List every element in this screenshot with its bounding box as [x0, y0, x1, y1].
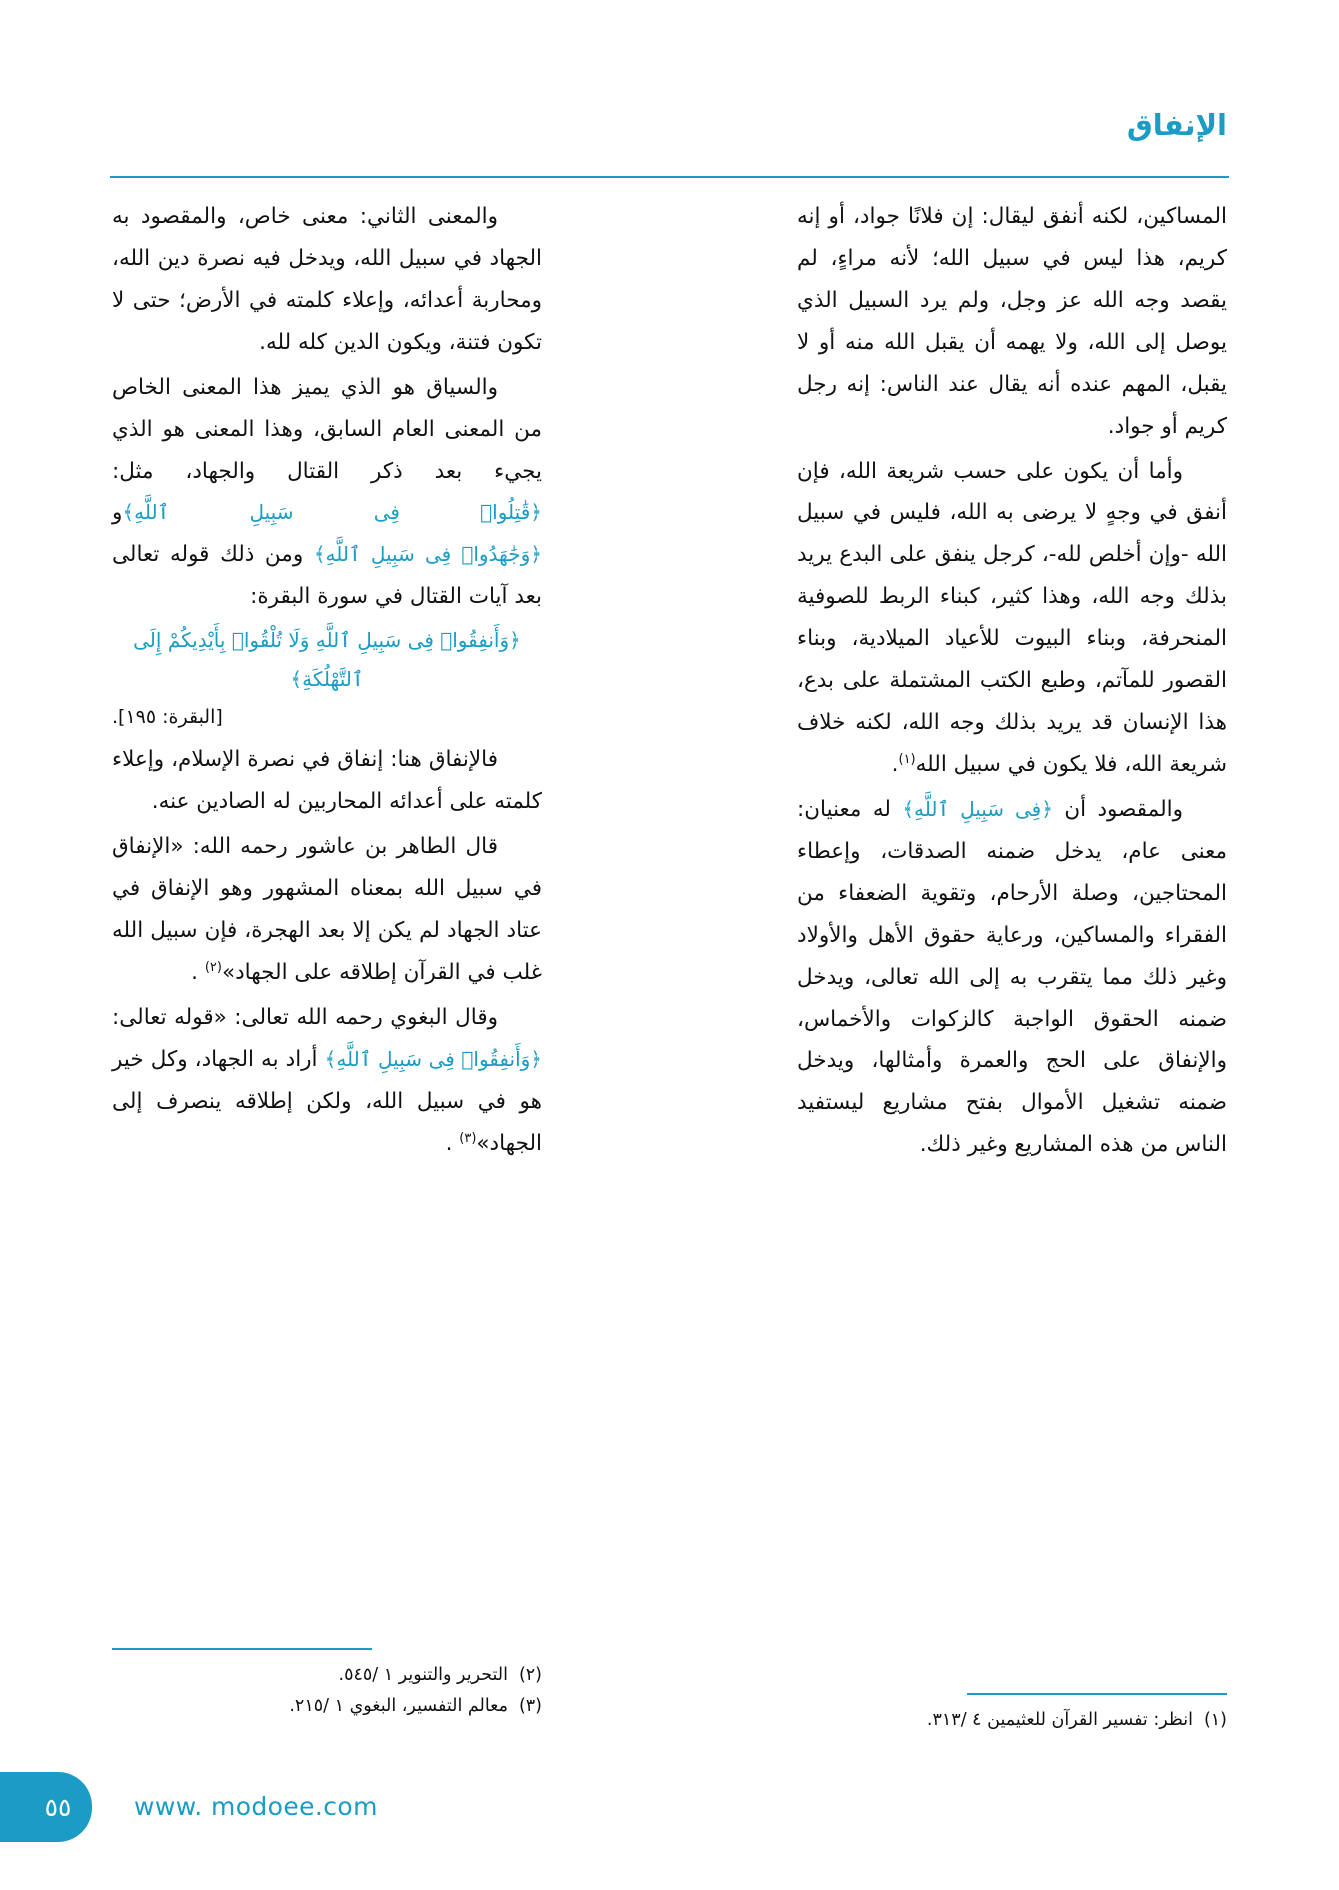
paragraph-text: وأما أن يكون على حسب شريعة الله، فإن أنفق في وجهٍ لا يرضى به الله، فليس في سبيل الله -وإن أخلص لله-، كرجل ينفق على البدع يريد بذلك وجه الله، وهذا كثير، كبناء الربط للصوفية المنحرفة، وبناء البيوت للأعياد الميلادية، وبناء القصور للمآتم، وطبع الكتب المشتملة على بدع، هذا الإنسان قد يريد بذلك وجه الله، لكنه خلاف شريعة الله، فلا يكون في سبيل الله — [797, 458, 1227, 777]
paragraph-text: قال الطاهر بن عاشور رحمه الله: «الإنفاق في سبيل الله بمعناه المشهور وهو الإنفاق في عتاد الجهاد لم يكن إلا بعد الهجرة، فإن سبيل الله غلب في القرآن إطلاقه على الجهاد» — [112, 834, 542, 985]
paragraph — [112, 826, 542, 994]
footnotes-right — [797, 1693, 1227, 1736]
paragraph — [112, 997, 542, 1165]
paragraph — [797, 451, 1227, 786]
footnote-marker: $^{(٣)}$ . — [445, 1130, 477, 1156]
footnote-text: التحرير والتنوير ١ /٥٤٥. — [338, 1665, 508, 1685]
paragraph: والمعنى الثاني: معنى خاص، والمقصود به الجهاد في سبيل الله، ويدخل فيه نصرة دين الله، ومحاربة أعدائه، وإعلاء كلمته في الأرض؛ حتى لا تكون فتنة، ويكون الدين كله لله. — [112, 204, 542, 355]
footnote-ref: (٣) — [459, 1130, 477, 1146]
ayah-reference: [البقرة: ١٩٥]. — [112, 706, 223, 729]
quran-quote: ﴿فِى سَبِيلِ ٱللَّهِ﴾ — [902, 796, 1053, 821]
paragraph — [797, 789, 1227, 1166]
footnote-text: معالم التفسير، البغوي ١ /٢١٥. — [289, 1695, 508, 1716]
footnotes-left — [112, 1648, 542, 1721]
footnote-divider — [967, 1693, 1227, 1695]
footnote-item — [112, 1691, 542, 1722]
footnote-number: (١) — [1203, 1710, 1227, 1730]
paragraph-text: ومن ذلك قوله تعالى بعد آيات القتال في سورة البقرة: — [112, 542, 542, 610]
footnote-divider — [112, 1648, 372, 1650]
paragraph-text: أراد به الجهاد، وكل خير هو في سبيل الله، ولكن إطلاقه ينصرف إلى الجهاد» — [112, 1046, 542, 1156]
paragraph-text: له معنيان: معنى عام، يدخل ضمنه الصدقات، وإعطاء المحتاجين، وصلة الأرحام، وتقوية الضعفاء من الفقراء والمساكين، ورعاية حقوق الأهل والأولاد وغير ذلك مما يتقرب به إلى الله تعالى، ويدخل ضمنه الحقوق الواجبة كالزكوات والأخماس، والإنفاق على الحج والعمرة وأمثالها، ويدخل ضمنه تشغيل الأموال بفتح مشاريع ليستفيد الناس من هذه المشاريع وغير ذلك. — [797, 796, 1227, 1158]
page-number: ٥٥ — [44, 1793, 72, 1822]
paragraph: فالإنفاق هنا: إنفاق في نصرة الإسلام، وإعلاء كلمته على أعدائه المحاربين له الصادين عنه. — [112, 747, 542, 815]
website-url[interactable]: www. modoee.com — [134, 1792, 378, 1821]
quran-quote: ﴿وَجَٰهَدُوا۟ فِى سَبِيلِ ٱللَّهِ﴾ — [313, 542, 542, 567]
footnote-item — [112, 1660, 542, 1691]
text-column-left — [112, 196, 542, 1167]
footnote-marker: $^{(١)}$. — [891, 751, 916, 777]
footnote-ref: (٢) — [204, 959, 222, 975]
footnote-marker: $^{(٢)}$ . — [191, 959, 222, 985]
conjunction: و — [112, 500, 123, 526]
quran-quote: ﴿وَأَنفِقُوا۟ فِى سَبِيلِ ٱللَّهِ وَلَا تُلْقُوا۟ بِأَيْدِيكُمْ إِلَى ٱلتَّهْلُكَةِ﴾ — [133, 628, 521, 692]
paragraph — [112, 367, 542, 619]
paragraph-text: والمقصود أن — [1064, 796, 1184, 822]
text-column-right — [797, 196, 1227, 1169]
paragraph: المساكين، لكنه أنفق ليقال: إن فلانًا جواد، أو إنه كريم، هذا ليس في سبيل الله؛ لأنه مراءٍ، لم يقصد وجه الله عز وجل، ولم يرد السبيل الذي يوصل إلى الله، ولا يهمه أن يقبل الله منه أو لا يقبل، المهم عنده أنه يقال عند الناس: إنه رجل كريم أو جواد. — [797, 204, 1227, 439]
footnote-item — [797, 1705, 1227, 1736]
paragraph-text: والسياق هو الذي يميز هذا المعنى الخاص من المعنى العام السابق، وهذا المعنى هو الذي يجيء بعد ذكر القتال والجهاد، مثل: — [112, 374, 542, 484]
quran-verse-block — [112, 621, 542, 736]
page-title: الإنفاق — [1126, 108, 1227, 142]
quran-quote: ﴿وَأَنفِقُوا۟ فِى سَبِيلِ ٱللَّهِ﴾ — [324, 1046, 543, 1071]
header-divider — [110, 176, 1229, 178]
footnote-number: (٣) — [518, 1695, 542, 1716]
quran-quote: ﴿قَٰتِلُوا۟ فِى سَبِيلِ ٱللَّهِ﴾ — [122, 500, 542, 525]
footnote-text: انظر: تفسير القرآن للعثيمين ٤ /٣١٣. — [926, 1710, 1193, 1730]
footnote-ref: (١) — [898, 751, 916, 767]
footnote-number: (٢) — [518, 1665, 542, 1685]
paragraph-text: وقال البغوي رحمه الله تعالى: «قوله تعالى: — [112, 1004, 498, 1030]
